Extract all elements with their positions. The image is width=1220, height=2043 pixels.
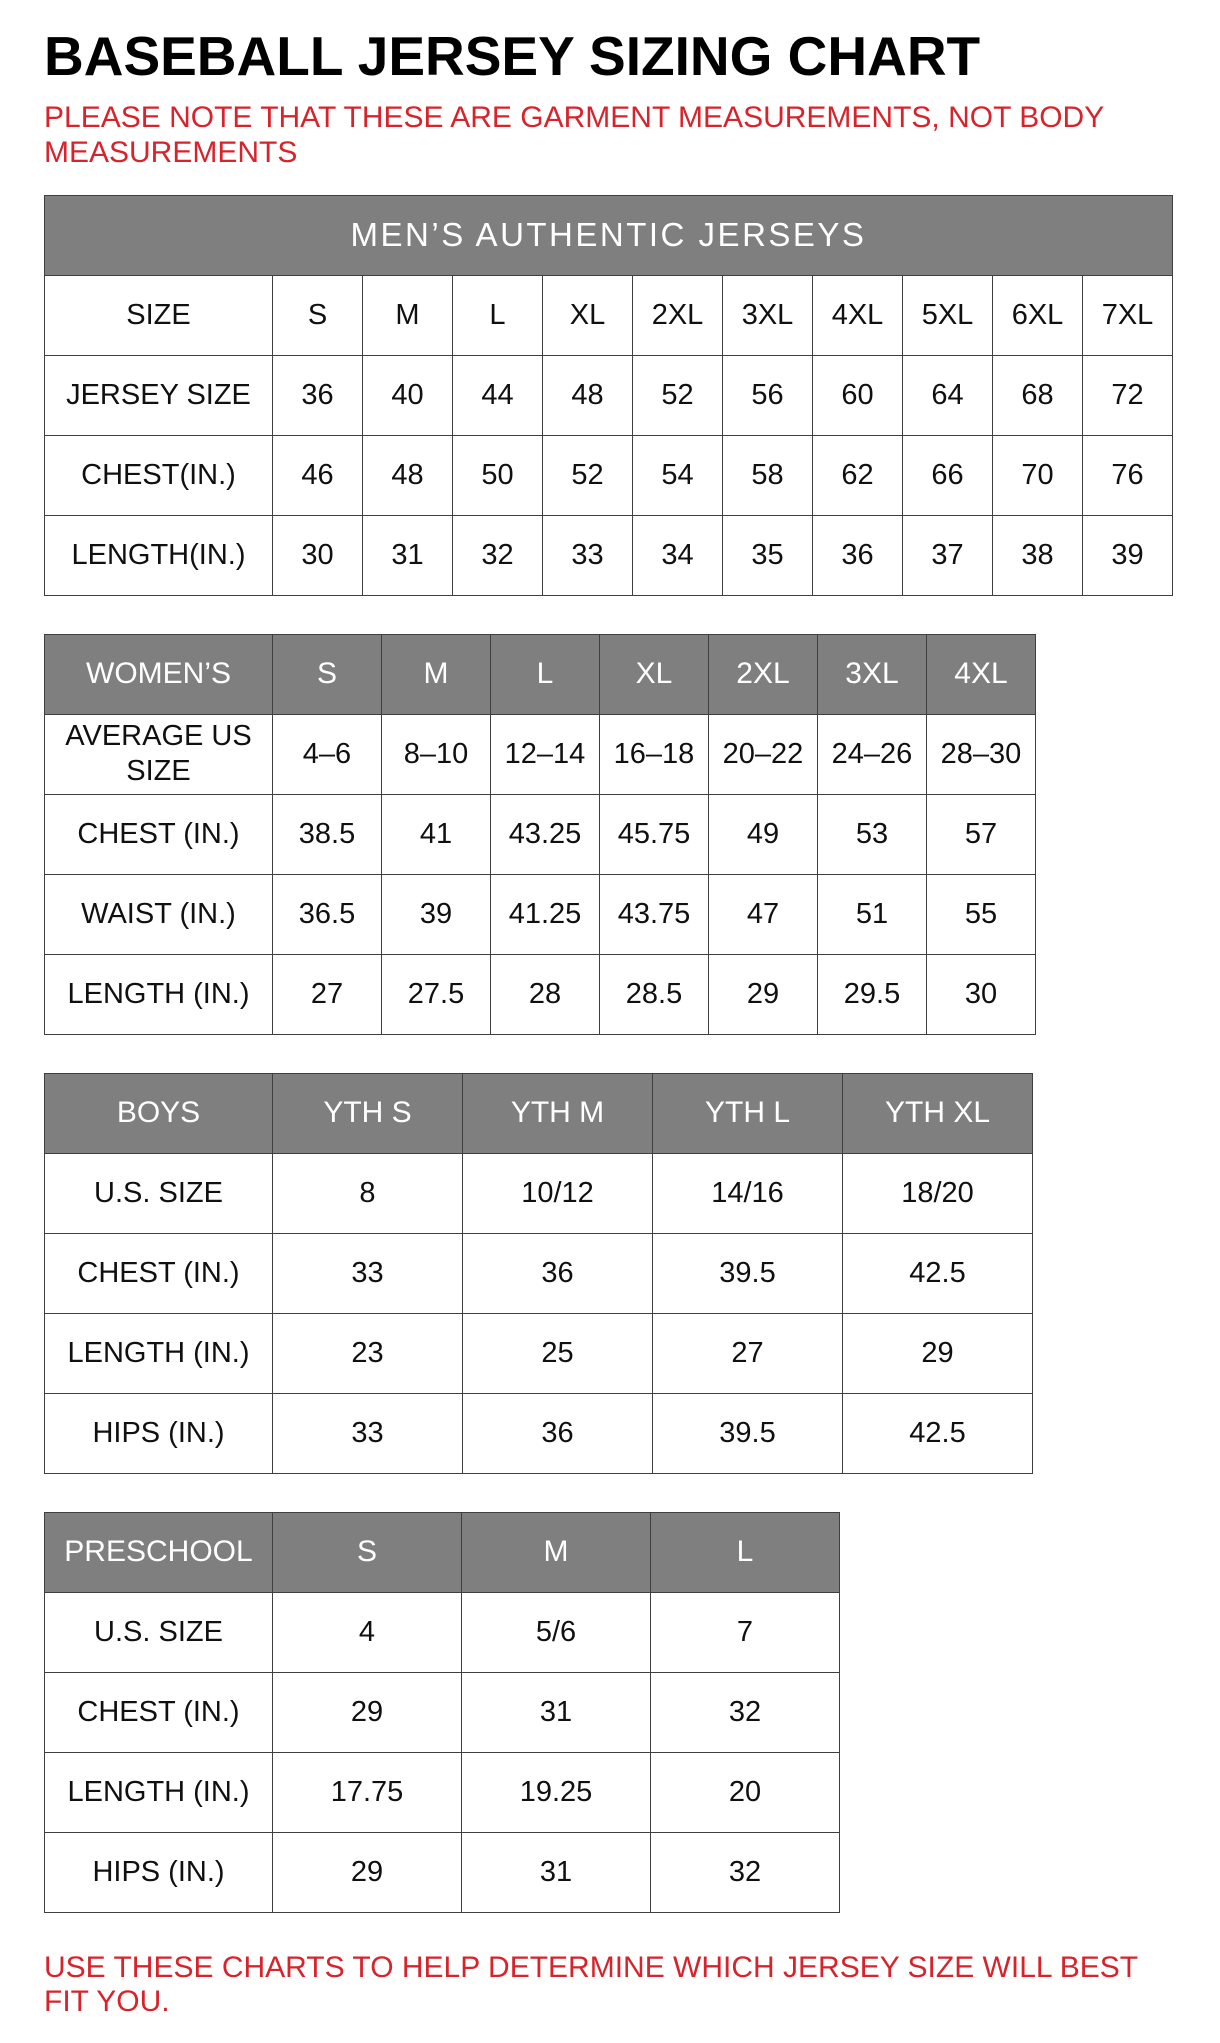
mens-jerseys-table: [44, 195, 1173, 596]
value-cell: 29.5: [818, 954, 927, 1034]
value-cell: 5XL: [903, 275, 993, 355]
row-label-cell: CHEST (IN.): [45, 794, 273, 874]
value-cell: 28: [491, 954, 600, 1034]
value-cell: S: [273, 275, 363, 355]
value-cell: 51: [818, 874, 927, 954]
row-label-cell: HIPS (IN.): [45, 1832, 273, 1912]
column-header-cell: L: [651, 1512, 840, 1592]
value-cell: 46: [273, 435, 363, 515]
value-cell: 35: [723, 515, 813, 595]
value-cell: 47: [709, 874, 818, 954]
value-cell: 16–18: [600, 714, 709, 794]
preschool-table: [44, 1512, 840, 1913]
value-cell: 55: [927, 874, 1036, 954]
value-cell: 68: [993, 355, 1083, 435]
value-cell: 19.25: [462, 1752, 651, 1832]
value-cell: 36: [813, 515, 903, 595]
value-cell: 25: [463, 1313, 653, 1393]
fit-note: USE THESE CHARTS TO HELP DETERMINE WHICH JERSEY SIZE WILL BEST FIT YOU.: [44, 1950, 1138, 2018]
value-cell: 57: [927, 794, 1036, 874]
row-label-cell: JERSEY SIZE: [45, 355, 273, 435]
value-cell: L: [453, 275, 543, 355]
column-header-cell: YTH M: [463, 1073, 653, 1153]
value-cell: 38: [993, 515, 1083, 595]
value-cell: 23: [273, 1313, 463, 1393]
row-label-cell: LENGTH (IN.): [45, 1752, 273, 1832]
value-cell: 4XL: [813, 275, 903, 355]
value-cell: 49: [709, 794, 818, 874]
value-cell: 30: [927, 954, 1036, 1034]
value-cell: 31: [462, 1672, 651, 1752]
value-cell: 70: [993, 435, 1083, 515]
value-cell: 52: [633, 355, 723, 435]
value-cell: 29: [273, 1832, 462, 1912]
value-cell: 66: [903, 435, 993, 515]
column-header-cell: M: [382, 634, 491, 714]
value-cell: 7: [651, 1592, 840, 1672]
value-cell: 45.75: [600, 794, 709, 874]
value-cell: 33: [273, 1233, 463, 1313]
value-cell: 8: [273, 1153, 463, 1233]
value-cell: 72: [1083, 355, 1173, 435]
value-cell: 27: [653, 1313, 843, 1393]
value-cell: 76: [1083, 435, 1173, 515]
column-header-cell: YTH L: [653, 1073, 843, 1153]
value-cell: 33: [273, 1393, 463, 1473]
table-title-cell: BOYS: [45, 1073, 273, 1153]
value-cell: 32: [651, 1672, 840, 1752]
row-label-cell: CHEST (IN.): [45, 1672, 273, 1752]
value-cell: 5/6: [462, 1592, 651, 1672]
column-header-cell: 2XL: [709, 634, 818, 714]
value-cell: 53: [818, 794, 927, 874]
value-cell: 31: [462, 1832, 651, 1912]
row-label-cell: WAIST (IN.): [45, 874, 273, 954]
value-cell: 37: [903, 515, 993, 595]
value-cell: 28.5: [600, 954, 709, 1034]
value-cell: 34: [633, 515, 723, 595]
value-cell: 56: [723, 355, 813, 435]
value-cell: 60: [813, 355, 903, 435]
column-header-cell: 3XL: [818, 634, 927, 714]
value-cell: 24–26: [818, 714, 927, 794]
value-cell: 39.5: [653, 1233, 843, 1313]
womens-table: [44, 634, 1036, 1035]
value-cell: 44: [453, 355, 543, 435]
value-cell: 36: [463, 1233, 653, 1313]
row-label-cell: U.S. SIZE: [45, 1153, 273, 1233]
value-cell: 58: [723, 435, 813, 515]
row-label-cell: HIPS (IN.): [45, 1393, 273, 1473]
value-cell: 48: [363, 435, 453, 515]
value-cell: 40: [363, 355, 453, 435]
value-cell: 43.25: [491, 794, 600, 874]
value-cell: M: [363, 275, 453, 355]
value-cell: 33: [543, 515, 633, 595]
value-cell: 29: [843, 1313, 1033, 1393]
value-cell: 6XL: [993, 275, 1083, 355]
value-cell: 39: [382, 874, 491, 954]
value-cell: 18/20: [843, 1153, 1033, 1233]
value-cell: 38.5: [273, 794, 382, 874]
value-cell: 54: [633, 435, 723, 515]
value-cell: 4: [273, 1592, 462, 1672]
value-cell: 41.25: [491, 874, 600, 954]
row-label-cell: LENGTH (IN.): [45, 1313, 273, 1393]
value-cell: 36: [463, 1393, 653, 1473]
row-label-cell: SIZE: [45, 275, 273, 355]
value-cell: 4–6: [273, 714, 382, 794]
column-header-cell: S: [273, 1512, 462, 1592]
value-cell: 39: [1083, 515, 1173, 595]
value-cell: 28–30: [927, 714, 1036, 794]
value-cell: 30: [273, 515, 363, 595]
value-cell: 42.5: [843, 1393, 1033, 1473]
row-label-cell: LENGTH(IN.): [45, 515, 273, 595]
value-cell: 8–10: [382, 714, 491, 794]
value-cell: 31: [363, 515, 453, 595]
column-header-cell: S: [273, 634, 382, 714]
column-header-cell: 4XL: [927, 634, 1036, 714]
value-cell: 42.5: [843, 1233, 1033, 1313]
value-cell: 50: [453, 435, 543, 515]
value-cell: 10/12: [463, 1153, 653, 1233]
value-cell: 27: [273, 954, 382, 1034]
value-cell: 20: [651, 1752, 840, 1832]
value-cell: 27.5: [382, 954, 491, 1034]
row-label-cell: CHEST (IN.): [45, 1233, 273, 1313]
column-header-cell: L: [491, 634, 600, 714]
value-cell: 29: [709, 954, 818, 1034]
column-header-cell: YTH XL: [843, 1073, 1033, 1153]
value-cell: 17.75: [273, 1752, 462, 1832]
row-label-cell: U.S. SIZE: [45, 1592, 273, 1672]
value-cell: 43.75: [600, 874, 709, 954]
value-cell: 62: [813, 435, 903, 515]
page-title: BASEBALL JERSEY SIZING CHART: [44, 25, 981, 87]
value-cell: XL: [543, 275, 633, 355]
table-title-cell: MEN’S AUTHENTIC JERSEYS: [45, 195, 1173, 275]
column-header-cell: XL: [600, 634, 709, 714]
value-cell: 2XL: [633, 275, 723, 355]
table-title-cell: PRESCHOOL: [45, 1512, 273, 1592]
table-title-cell: WOMEN’S: [45, 634, 273, 714]
value-cell: 32: [651, 1832, 840, 1912]
row-label-cell: AVERAGE US SIZE: [45, 714, 273, 794]
value-cell: 39.5: [653, 1393, 843, 1473]
column-header-cell: M: [462, 1512, 651, 1592]
row-label-cell: CHEST(IN.): [45, 435, 273, 515]
value-cell: 41: [382, 794, 491, 874]
value-cell: 48: [543, 355, 633, 435]
value-cell: 14/16: [653, 1153, 843, 1233]
value-cell: 7XL: [1083, 275, 1173, 355]
value-cell: 32: [453, 515, 543, 595]
value-cell: 20–22: [709, 714, 818, 794]
row-label-cell: LENGTH (IN.): [45, 954, 273, 1034]
boys-table: [44, 1073, 1033, 1474]
column-header-cell: YTH S: [273, 1073, 463, 1153]
value-cell: 12–14: [491, 714, 600, 794]
value-cell: 52: [543, 435, 633, 515]
value-cell: 29: [273, 1672, 462, 1752]
value-cell: 64: [903, 355, 993, 435]
value-cell: 36: [273, 355, 363, 435]
value-cell: 3XL: [723, 275, 813, 355]
garment-measurement-note: PLEASE NOTE THAT THESE ARE GARMENT MEASUREMENTS, NOT BODY MEASUREMENTS: [44, 101, 1104, 170]
value-cell: 36.5: [273, 874, 382, 954]
